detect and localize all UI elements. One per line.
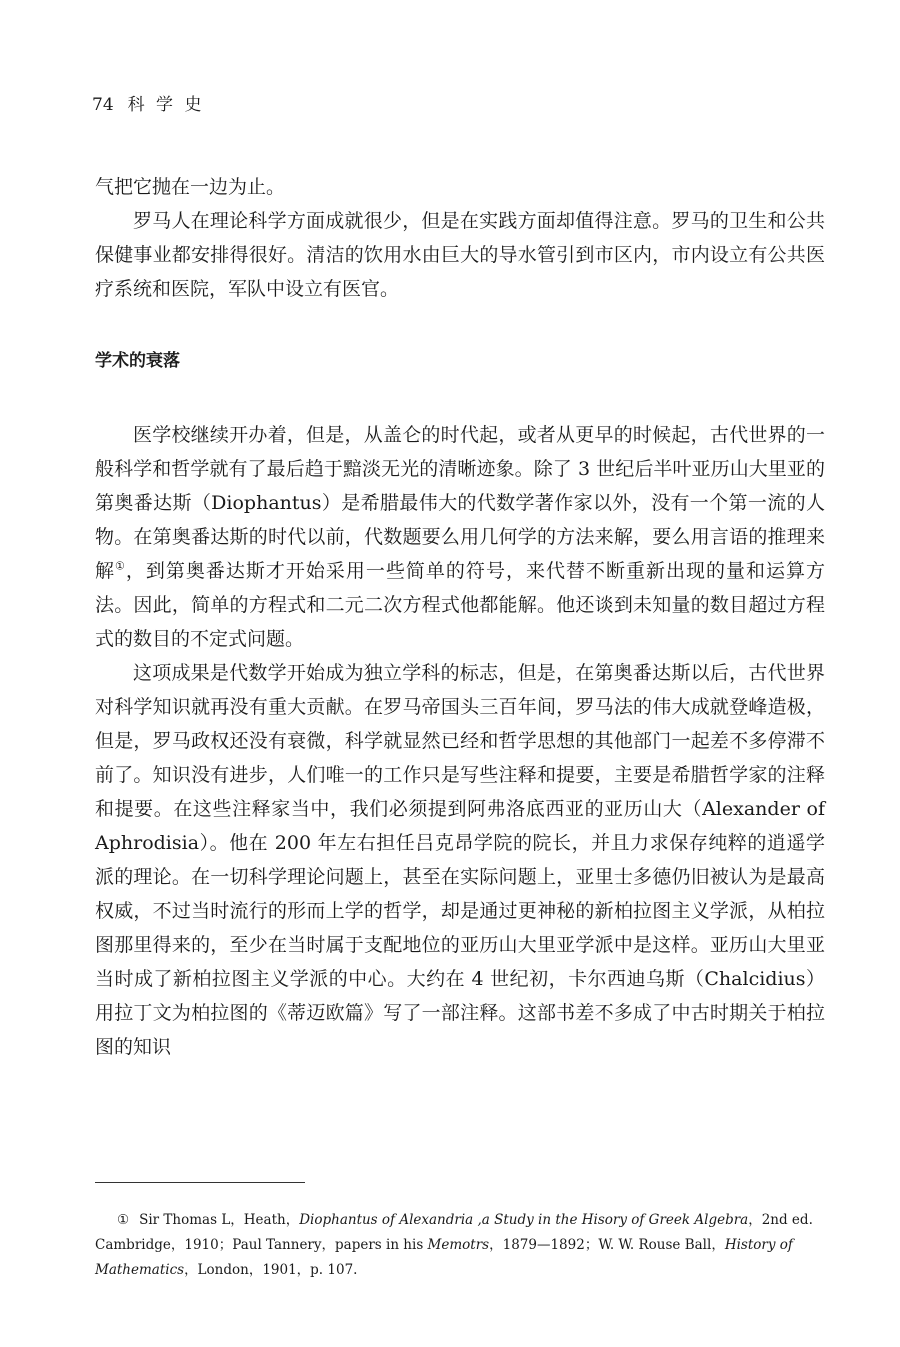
footnote-text-2: ，2nd ed. Cambridge，1910；Paul Tannery，papers in his bbox=[95, 1212, 813, 1253]
footnote-reference[interactable]: ① bbox=[115, 559, 126, 573]
footnote-title-memoirs: Memotrs bbox=[427, 1237, 490, 1253]
footnote-text-3: ，1879—1892；W. W. Rouse Ball， bbox=[489, 1237, 725, 1253]
paragraph-1: 气把它抛在一边为止。 bbox=[95, 176, 286, 198]
paragraph-4: 这项成果是代数学开始成为独立学科的标志，但是，在第奥番达斯以后，古代世界对科学知识就再没有重大贡献。在罗马帝国头三百年间，罗马法的伟大成就登峰造极，但是，罗马政权还没有衰微，科学就显然已经和哲学思想的其他部门一起差不多停滞不前了。知识没有进步，人们唯一的工作只是写些注释和提要，主要是希腊哲学家的注释和提要。在这些注释家当中，我们必须提到阿弗洛底西亚的亚历山大（Alexander of Aphrodisia）。他在 200 年左右担任吕克昂学院的院长，并且力求保存纯粹的逍遥学派的理论。在一切科学理论问题上，甚至在实际问题上，亚里士多德仍旧被认为是最高权威，不过当时流行的形而上学的哲学，却是通过更神秘的新柏拉图主义学派，从柏拉图那里得来的，至少在当时属于支配地位的亚历山大里亚学派中是这样。亚历山大里亚当时成了新柏拉图主义学派的中心。大约在 4 世纪初，卡尔西迪乌斯（Chalcidius）用拉丁文为柏拉图的《蒂迈欧篇》写了一部注释。这部书差不多成了中古时期关于柏拉图的知识 bbox=[95, 662, 825, 1058]
page-number: 74 bbox=[92, 95, 114, 115]
footnote-text-4: ，London，1901，p. 107. bbox=[184, 1262, 358, 1278]
footnote-title-diophantus: Diophantus of Alexandria ,a Study in the Hisory of Greek Algebra bbox=[299, 1212, 749, 1228]
paragraph-3-part-b: ，到第奥番达斯才开始采用一些简单的符号，来代替不断重新出现的量和运算方法。因此，简单的方程式和二元二次方程式他都能解。他还谈到未知量的数目超过方程式的数目的不定式问题。 bbox=[95, 560, 825, 650]
footnote bbox=[95, 1208, 825, 1283]
paragraph-2: 罗马人在理论科学方面成就很少，但是在实践方面却值得注意。罗马的卫生和公共保健事业都安排得很好。清洁的饮用水由巨大的导水管引到市区内，市内设立有公共医疗系统和医院，军队中设立有医官。 bbox=[95, 210, 825, 300]
footnote-mark: ① bbox=[117, 1212, 130, 1228]
body-text bbox=[95, 170, 825, 1064]
footnote-text-1: Sir Thomas L，Heath， bbox=[139, 1212, 300, 1228]
paragraph-3 bbox=[95, 418, 825, 656]
paragraph-3-part-a: 医学校继续开办着，但是，从盖仑的时代起，或者从更早的时候起，古代世界的一般科学和哲学就有了最后趋于黯淡无光的清晰迹象。除了 3 世纪后半叶亚历山大里亚的第奥番达斯（Diophantus）是希腊最伟大的代数学著作家以外，没有一个第一流的人物。在第奥番达斯的时代以前，代数题要么用几何学的方法来解，要么用言语的推理来解 bbox=[95, 424, 825, 582]
footnote-divider bbox=[95, 1182, 305, 1183]
footnote-title-history: History of Mathematics bbox=[95, 1237, 793, 1278]
running-head bbox=[92, 90, 204, 115]
section-title: 学术的衰落 bbox=[95, 351, 180, 371]
book-title: 科 学 史 bbox=[127, 95, 205, 115]
